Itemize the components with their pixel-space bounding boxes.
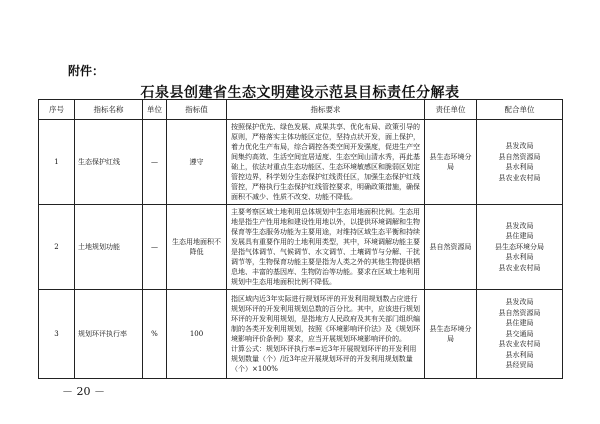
cooperating-unit: 县水利局 [505, 253, 534, 262]
row-unit: % [143, 290, 167, 379]
row-requirement: 主要考察区域土地利用总体规划中生态用地面积比例。生态用地是指生产性用地和建设性用地以外，以提供环境调解和生物保育等生态服务功能为主要用途，对维持区域生态平衡和持续发展具有重要作用的土地利用类型，其中，环境调解功能主要是指气体调节、气候调节、水文调节、土壤调节与分解、干扰调节等，生物保育功能主要是指为人类之外的其他生物提供栖息地、丰富的基因库、生物防治等功能。要求在区域土地利用规划中生态用地面积比例不降低。 [227, 205, 425, 290]
row-no: 1 [39, 120, 75, 205]
row-value: 100 [167, 290, 227, 379]
row-unit: — [143, 205, 167, 290]
row-responsible: 县生态环境分局 [425, 120, 477, 205]
row-unit: — [143, 120, 167, 205]
cooperating-unit: 县农业农村局 [498, 340, 541, 349]
row-cooperating [477, 205, 563, 290]
header-cooperating: 配合单位 [477, 100, 563, 120]
cooperating-unit: 县自然资源局 [498, 308, 541, 317]
header-name: 指标名称 [75, 100, 143, 120]
header-value: 指标值 [167, 100, 227, 120]
document-title: 石泉县创建省生态文明建设示范县目标责任分解表 [140, 85, 460, 101]
cooperating-unit: 县自然资源局 [498, 152, 541, 161]
row-requirement: 按照保护优先、绿色发展、成果共享、优化布局、政策引导的原则，严格落实主体功能区定位，坚持点状开发，面上保护，着力优化生产布局，综合调控各类空间开发强度，促进生产空间集约高效、生活空间宜居适度、生态空间山清水秀，再此基础上，依法对重点生态功能区、生态环境敏感区和脆弱区划定管控边界，科学划分生态保护红线责任区，加强生态保护红线管控，严格执行生态保护红线管控要求，明确政策措施，确保面积不减少、性质不改变、功能不降低。 [227, 120, 425, 205]
row-value: 遵守 [167, 120, 227, 205]
row-requirement [227, 290, 425, 379]
cooperating-unit: 县住建局 [505, 319, 534, 328]
row-responsible: 县自然资源局 [425, 205, 477, 290]
table-row [39, 120, 563, 205]
cooperating-unit: 县交通局 [505, 329, 534, 338]
cooperating-unit: 县水利局 [505, 350, 534, 359]
cooperating-unit: 县发改局 [505, 221, 534, 230]
table-header-row [39, 100, 563, 120]
row-value: 生态用地面积不降低 [167, 205, 227, 290]
row-cooperating [477, 120, 563, 205]
responsibility-table [38, 99, 563, 379]
cooperating-unit: 县住建局 [505, 232, 534, 241]
table-row [39, 290, 563, 379]
formula-text: 计算公式：规划环评执行率=近3年开展规划环评的开发利用规划数量（个）/近3年应开展规划环评的开发利用规划数量（个）×100% [231, 345, 417, 373]
row-responsible: 县生态环境分局 [425, 290, 477, 379]
cooperating-unit: 县生态环境分局 [495, 242, 544, 251]
cooperating-unit: 县发改局 [505, 298, 534, 307]
cooperating-unit: 县农业农村局 [498, 263, 541, 272]
header-no: 序号 [39, 100, 75, 120]
cooperating-unit: 县经贸局 [505, 361, 534, 370]
row-name: 生态保护红线 [75, 120, 143, 205]
row-no: 3 [39, 290, 75, 379]
header-responsible: 责任单位 [425, 100, 477, 120]
row-name: 规划环评执行率 [75, 290, 143, 379]
row-cooperating [477, 290, 563, 379]
header-requirement: 指标要求 [227, 100, 425, 120]
cooperating-unit: 县水利局 [505, 163, 534, 171]
cooperating-unit: 县发改局 [505, 142, 534, 150]
page-number: － 20 － [62, 385, 105, 398]
row-no: 2 [39, 205, 75, 290]
attachment-label: 附件： [68, 64, 105, 78]
requirement-text: 指区域内近3年实际进行规划环评的开发利用规划数占应进行规划环评的开发利用规划总数的百分比。其中，应该进行规划环评的开发利用规划，是指地方人民政府及其有关部门组织编制的各类开发利用规划，按照《环境影响评价法》及《规划环境影响评价条例》要求，应当开展规划环境影响评价的。 [231, 295, 420, 343]
table-row [39, 205, 563, 290]
row-name: 土地规划功能 [75, 205, 143, 290]
header-unit: 单位 [143, 100, 167, 120]
cooperating-unit: 县农业农村局 [498, 173, 541, 182]
